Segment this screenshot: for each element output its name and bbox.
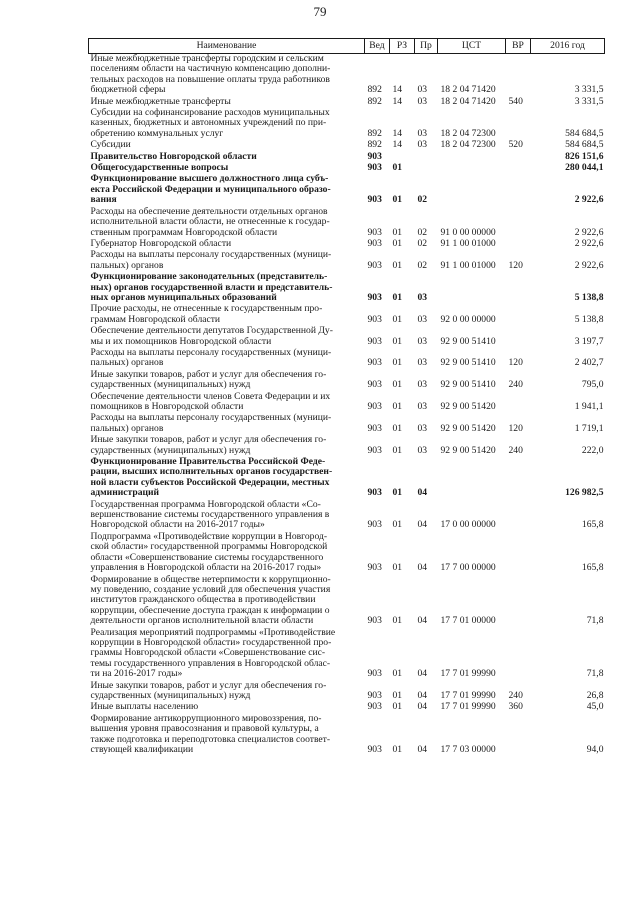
cell-name: Губернатор Новгородской области bbox=[90, 237, 232, 249]
cell-pr: 02 bbox=[417, 259, 428, 271]
cell-name: Формирование антикоррупционного мировоззрения, по- вышения уровня правосознания и правовой культуры, а также подготовка и переподготовка специалистов соответ- ствующей квалификации bbox=[90, 712, 331, 755]
table-row bbox=[89, 207, 605, 239]
cell-ved: 892 bbox=[367, 84, 382, 96]
cell-ved: 892 bbox=[367, 127, 382, 139]
cell-pr: 02 bbox=[417, 194, 428, 206]
cell-ved: 903 bbox=[367, 444, 382, 456]
cell-vr bbox=[506, 500, 531, 532]
cell-amount: 280 044,1 bbox=[565, 162, 604, 174]
cell-cst: 17 7 00 00000 bbox=[440, 562, 496, 574]
cell-cst bbox=[438, 272, 506, 304]
cell-rz: 01 bbox=[392, 357, 403, 369]
cell-name: Иные межбюджетные трансферты городским и сельским поселениям области на частичную компенсацию дополни- тельных расходов на повышение оплаты труда работников бюджетной сферы bbox=[90, 53, 331, 96]
cell-ved: 903 bbox=[367, 744, 382, 755]
cell-pr: 03 bbox=[417, 84, 428, 96]
cell-name: Иные межбюджетные трансферты bbox=[90, 95, 231, 107]
cell-pr: 03 bbox=[417, 139, 428, 151]
table-row bbox=[89, 304, 605, 326]
cell-rz: 01 bbox=[392, 194, 403, 206]
cell-cst: 17 7 03 00000 bbox=[440, 744, 496, 755]
cell-rz: 14 bbox=[392, 127, 403, 139]
cell-ved: 892 bbox=[367, 95, 382, 107]
cell-amount: 795,0 bbox=[581, 379, 604, 391]
cell-pr: 03 bbox=[417, 444, 428, 456]
cell-cst: 17 7 01 99990 bbox=[440, 701, 496, 713]
cell-pr: 04 bbox=[417, 701, 428, 713]
cell-amount: 1 719,1 bbox=[574, 422, 604, 434]
cell-pr: 03 bbox=[417, 357, 428, 369]
cell-vr: 120 bbox=[508, 357, 523, 369]
cell-rz: 01 bbox=[392, 668, 403, 680]
cell-vr: 240 bbox=[508, 444, 523, 456]
cell-pr: 03 bbox=[417, 379, 428, 391]
column-header-rz: РЗ bbox=[390, 39, 415, 54]
cell-ved: 903 bbox=[367, 259, 382, 271]
cell-name: Обеспечение деятельности членов Совета Федерации и их помощников в Новгородской области bbox=[90, 390, 331, 412]
cell-name: Правительство Новгородской области bbox=[90, 150, 257, 162]
cell-name: Иные выплаты населению bbox=[90, 701, 199, 713]
table-row bbox=[89, 108, 605, 140]
table-row bbox=[89, 348, 605, 370]
cell-ved: 903 bbox=[367, 487, 382, 499]
cell-pr: 04 bbox=[417, 744, 428, 755]
cell-cst: 92 9 00 51420 bbox=[440, 444, 496, 456]
cell-rz: 01 bbox=[392, 519, 403, 531]
cell-cst bbox=[438, 152, 506, 163]
cell-cst: 92 9 00 51410 bbox=[440, 335, 496, 347]
cell-vr bbox=[506, 714, 531, 757]
cell-cst: 92 9 00 51410 bbox=[440, 357, 496, 369]
cell-amount: 126 982,5 bbox=[565, 487, 604, 499]
cell-pr bbox=[415, 152, 438, 163]
cell-amount: 584 684,5 bbox=[565, 127, 604, 139]
cell-cst: 91 0 00 00000 bbox=[440, 226, 496, 238]
cell-rz: 01 bbox=[392, 291, 403, 303]
table-row bbox=[89, 435, 605, 457]
cell-amount: 2 922,6 bbox=[574, 237, 604, 249]
cell-rz: 01 bbox=[392, 422, 403, 434]
cell-vr bbox=[506, 575, 531, 628]
cell-amount: 584 684,5 bbox=[565, 139, 604, 151]
table-row bbox=[89, 272, 605, 304]
column-header-cst: ЦСТ bbox=[438, 39, 506, 54]
cell-vr bbox=[506, 457, 531, 500]
cell-cst: 18 2 04 72300 bbox=[440, 139, 496, 151]
cell-amount: 26,8 bbox=[586, 689, 604, 701]
cell-ved: 903 bbox=[367, 357, 382, 369]
cell-name: Общегосударственные вопросы bbox=[90, 162, 229, 174]
table-row bbox=[89, 326, 605, 348]
cell-vr: 240 bbox=[508, 689, 523, 701]
cell-vr bbox=[506, 239, 531, 250]
cell-pr: 03 bbox=[417, 291, 428, 303]
cell-vr: 120 bbox=[508, 259, 523, 271]
cell-ved: 903 bbox=[367, 401, 382, 412]
cell-pr: 03 bbox=[417, 313, 428, 325]
cell-pr: 03 bbox=[417, 335, 428, 347]
cell-amount: 165,8 bbox=[581, 519, 604, 531]
cell-name: Функционирование законодательных (представитель- ных) органов государственной власти и представитель- ных органов муниципальных образований bbox=[90, 271, 333, 303]
cell-cst: 17 7 01 00000 bbox=[440, 615, 496, 627]
cell-cst: 91 1 00 01000 bbox=[440, 259, 496, 271]
cell-cst: 17 0 00 00000 bbox=[440, 519, 496, 531]
cell-cst bbox=[438, 457, 506, 500]
cell-name: Расходы на выплаты персоналу государственных (муници- пальных) органов bbox=[90, 412, 332, 434]
cell-amount: 45,0 bbox=[586, 701, 604, 713]
table-row bbox=[89, 174, 605, 206]
cell-rz: 01 bbox=[392, 444, 403, 456]
cell-ved: 903 bbox=[367, 335, 382, 347]
cell-amount: 3 331,5 bbox=[574, 95, 604, 107]
table-row bbox=[89, 392, 605, 414]
cell-cst: 91 1 00 01000 bbox=[440, 237, 496, 249]
cell-cst: 18 2 04 71420 bbox=[440, 95, 496, 107]
cell-pr bbox=[415, 163, 438, 174]
table-row bbox=[89, 500, 605, 532]
cell-name: Обеспечение деятельности депутатов Государственной Ду- мы и их помощников Новгородской области bbox=[90, 325, 333, 347]
cell-amount: 2 922,6 bbox=[574, 226, 604, 238]
table-row bbox=[89, 628, 605, 681]
cell-cst: 18 2 04 72300 bbox=[440, 127, 496, 139]
cell-rz: 01 bbox=[392, 335, 403, 347]
column-header-pr: Пр bbox=[415, 39, 438, 54]
table-row bbox=[89, 681, 605, 703]
cell-name: Расходы на обеспечение деятельности отдельных органов исполнительной власти области, не отнесенные к государ- ственным программам Новгородской области bbox=[90, 205, 330, 238]
cell-amount: 826 151,6 bbox=[565, 150, 604, 162]
cell-amount: 2 402,7 bbox=[574, 357, 604, 369]
table-row bbox=[89, 140, 605, 151]
cell-name: Субсидии bbox=[90, 139, 131, 151]
cell-name: Субсидии на софинансирование расходов муниципальных казенных, бюджетных и автономных учреждений по при- обретению коммунальных услуг bbox=[90, 107, 330, 139]
cell-name: Иные закупки товаров, работ и услуг для обеспечения го- сударственных (муниципальных) нужд bbox=[90, 368, 327, 391]
cell-name: Государственная программа Новгородской области «Со- вершенствование системы государственного управления в Новгородской области на 2016-2017 годы» bbox=[90, 498, 330, 531]
cell-name: Иные закупки товаров, работ и услуг для обеспечения го- сударственных (муниципальных) нужд bbox=[90, 679, 327, 701]
cell-cst: 92 9 00 51420 bbox=[440, 401, 496, 412]
cell-vr bbox=[506, 326, 531, 348]
cell-vr: 360 bbox=[508, 701, 523, 713]
cell-pr: 02 bbox=[417, 226, 428, 238]
cell-pr: 03 bbox=[417, 422, 428, 434]
cell-cst bbox=[438, 163, 506, 174]
cell-rz: 01 bbox=[392, 259, 403, 271]
cell-pr: 04 bbox=[417, 519, 428, 531]
cell-ved: 903 bbox=[367, 562, 382, 574]
cell-ved: 903 bbox=[367, 668, 382, 680]
cell-rz: 01 bbox=[392, 615, 403, 627]
cell-rz: 01 bbox=[392, 379, 403, 391]
table-row bbox=[89, 250, 605, 272]
cell-ved: 903 bbox=[367, 701, 382, 713]
cell-amount: 1 941,1 bbox=[574, 401, 604, 412]
cell-rz: 01 bbox=[392, 313, 403, 325]
table-row bbox=[89, 575, 605, 628]
cell-vr bbox=[506, 54, 531, 97]
cell-vr: 120 bbox=[508, 422, 523, 434]
cell-vr bbox=[506, 108, 531, 140]
cell-name: Реализация мероприятий подпрограммы «Противодействие коррупции в Новгородской области» государственной про- граммы Новгородской области «Совершенствование сис- темы государственного управления в Новгородской облас- ти на 2016-2017 годы» bbox=[90, 626, 336, 680]
cell-rz: 01 bbox=[392, 162, 403, 174]
cell-ved: 903 bbox=[367, 226, 382, 238]
cell-ved: 903 bbox=[367, 422, 382, 434]
cell-name: Формирование в обществе нетерпимости к коррупционно- му поведению, создание условий для обеспечения участия институтов гражданского общества в противодействии коррупции, обеспечение доступа граждан к информации о деятельности органов исполнительной власти области bbox=[90, 573, 331, 627]
cell-amount: 94,0 bbox=[586, 744, 604, 755]
cell-vr: 540 bbox=[508, 95, 523, 107]
cell-ved: 903 bbox=[367, 615, 382, 627]
cell-pr: 03 bbox=[417, 95, 428, 107]
column-header-vr: ВР bbox=[506, 39, 531, 54]
cell-vr bbox=[506, 532, 531, 575]
cell-rz: 01 bbox=[392, 562, 403, 574]
cell-cst: 92 0 00 00000 bbox=[440, 313, 496, 325]
cell-name: Подпрограмма «Противодействие коррупции в Новгород- ской области» государственной программы Новгородской области «Совершенствование системы государственного управления в Новгородской области на 2016-2017 годы» bbox=[90, 530, 328, 574]
cell-ved: 903 bbox=[367, 291, 382, 303]
table-row bbox=[89, 532, 605, 575]
cell-name: Функционирование Правительства Российской Феде- рации, высших исполнительных органов государствен- ной власти субъектов Российской Федерации, местных администраций bbox=[90, 456, 333, 499]
cell-pr: 04 bbox=[417, 668, 428, 680]
cell-vr bbox=[506, 152, 531, 163]
cell-ved: 892 bbox=[367, 139, 382, 151]
table-row bbox=[89, 457, 605, 500]
cell-amount: 71,8 bbox=[586, 615, 604, 627]
cell-amount: 5 138,8 bbox=[574, 291, 604, 303]
cell-ved: 903 bbox=[367, 162, 382, 174]
cell-ved: 903 bbox=[367, 313, 382, 325]
cell-rz: 01 bbox=[392, 744, 403, 755]
cell-rz: 01 bbox=[392, 237, 403, 249]
cell-vr: 240 bbox=[508, 379, 523, 391]
cell-vr bbox=[506, 174, 531, 206]
column-header-name: Наименование bbox=[89, 39, 365, 54]
page-number: 79 bbox=[313, 4, 327, 19]
cell-amount: 3 197,7 bbox=[574, 335, 604, 347]
cell-amount: 71,8 bbox=[586, 668, 604, 680]
cell-rz: 01 bbox=[392, 701, 403, 713]
cell-vr bbox=[506, 207, 531, 239]
column-header-ved: Вед bbox=[365, 39, 390, 54]
column-header-amount: 2016 год bbox=[531, 39, 605, 54]
cell-amount: 165,8 bbox=[581, 562, 604, 574]
cell-name: Функционирование высшего должностного лица субъ- екта Российской Федерации и муниципального образо- вания bbox=[90, 173, 331, 206]
cell-pr: 04 bbox=[417, 689, 428, 701]
cell-amount: 3 331,5 bbox=[574, 84, 604, 96]
cell-rz: 14 bbox=[392, 84, 403, 96]
cell-ved: 903 bbox=[367, 519, 382, 531]
cell-cst: 17 7 01 99990 bbox=[440, 689, 496, 701]
cell-vr bbox=[506, 304, 531, 326]
cell-ved: 903 bbox=[367, 379, 382, 391]
cell-pr: 03 bbox=[417, 127, 428, 139]
cell-pr: 02 bbox=[417, 237, 428, 249]
cell-cst: 18 2 04 71420 bbox=[440, 84, 496, 96]
table-row bbox=[89, 714, 605, 757]
cell-ved: 903 bbox=[367, 194, 382, 206]
cell-pr: 04 bbox=[417, 615, 428, 627]
cell-vr bbox=[506, 628, 531, 681]
budget-table bbox=[88, 38, 605, 756]
cell-vr bbox=[506, 392, 531, 414]
table-row bbox=[89, 54, 605, 97]
cell-amount: 2 922,6 bbox=[574, 259, 604, 271]
cell-vr bbox=[506, 272, 531, 304]
cell-rz: 01 bbox=[392, 487, 403, 499]
cell-rz: 01 bbox=[392, 226, 403, 238]
cell-name: Расходы на выплаты персоналу государственных (муници- пальных) органов bbox=[90, 249, 332, 271]
table-body bbox=[89, 54, 605, 757]
cell-rz: 01 bbox=[392, 401, 403, 412]
cell-ved: 903 bbox=[367, 237, 382, 249]
cell-amount: 222,0 bbox=[581, 444, 604, 456]
cell-rz: 14 bbox=[392, 95, 403, 107]
cell-pr: 03 bbox=[417, 401, 428, 412]
cell-cst: 17 7 01 99990 bbox=[440, 668, 496, 680]
cell-ved: 903 bbox=[367, 150, 382, 162]
cell-amount: 5 138,8 bbox=[574, 313, 604, 325]
cell-cst: 92 9 00 51410 bbox=[440, 379, 496, 391]
cell-cst: 92 9 00 51420 bbox=[440, 422, 496, 434]
cell-ved: 903 bbox=[367, 689, 382, 701]
cell-name: Иные закупки товаров, работ и услуг для обеспечения го- сударственных (муниципальных) нужд bbox=[90, 434, 327, 456]
cell-vr bbox=[506, 163, 531, 174]
cell-vr: 520 bbox=[508, 139, 523, 151]
cell-amount: 2 922,6 bbox=[574, 194, 604, 206]
cell-pr: 04 bbox=[417, 487, 428, 499]
cell-pr: 04 bbox=[417, 562, 428, 574]
cell-name: Прочие расходы, не отнесенные к государственным про- граммам Новгородской области bbox=[90, 303, 323, 325]
cell-name: Расходы на выплаты персоналу государственных (муници- пальных) органов bbox=[90, 346, 332, 369]
cell-cst bbox=[438, 174, 506, 206]
cell-rz: 14 bbox=[392, 139, 403, 151]
table-row bbox=[89, 370, 605, 392]
table-header-row bbox=[89, 39, 605, 54]
table-row bbox=[89, 413, 605, 435]
cell-rz: 01 bbox=[392, 689, 403, 701]
